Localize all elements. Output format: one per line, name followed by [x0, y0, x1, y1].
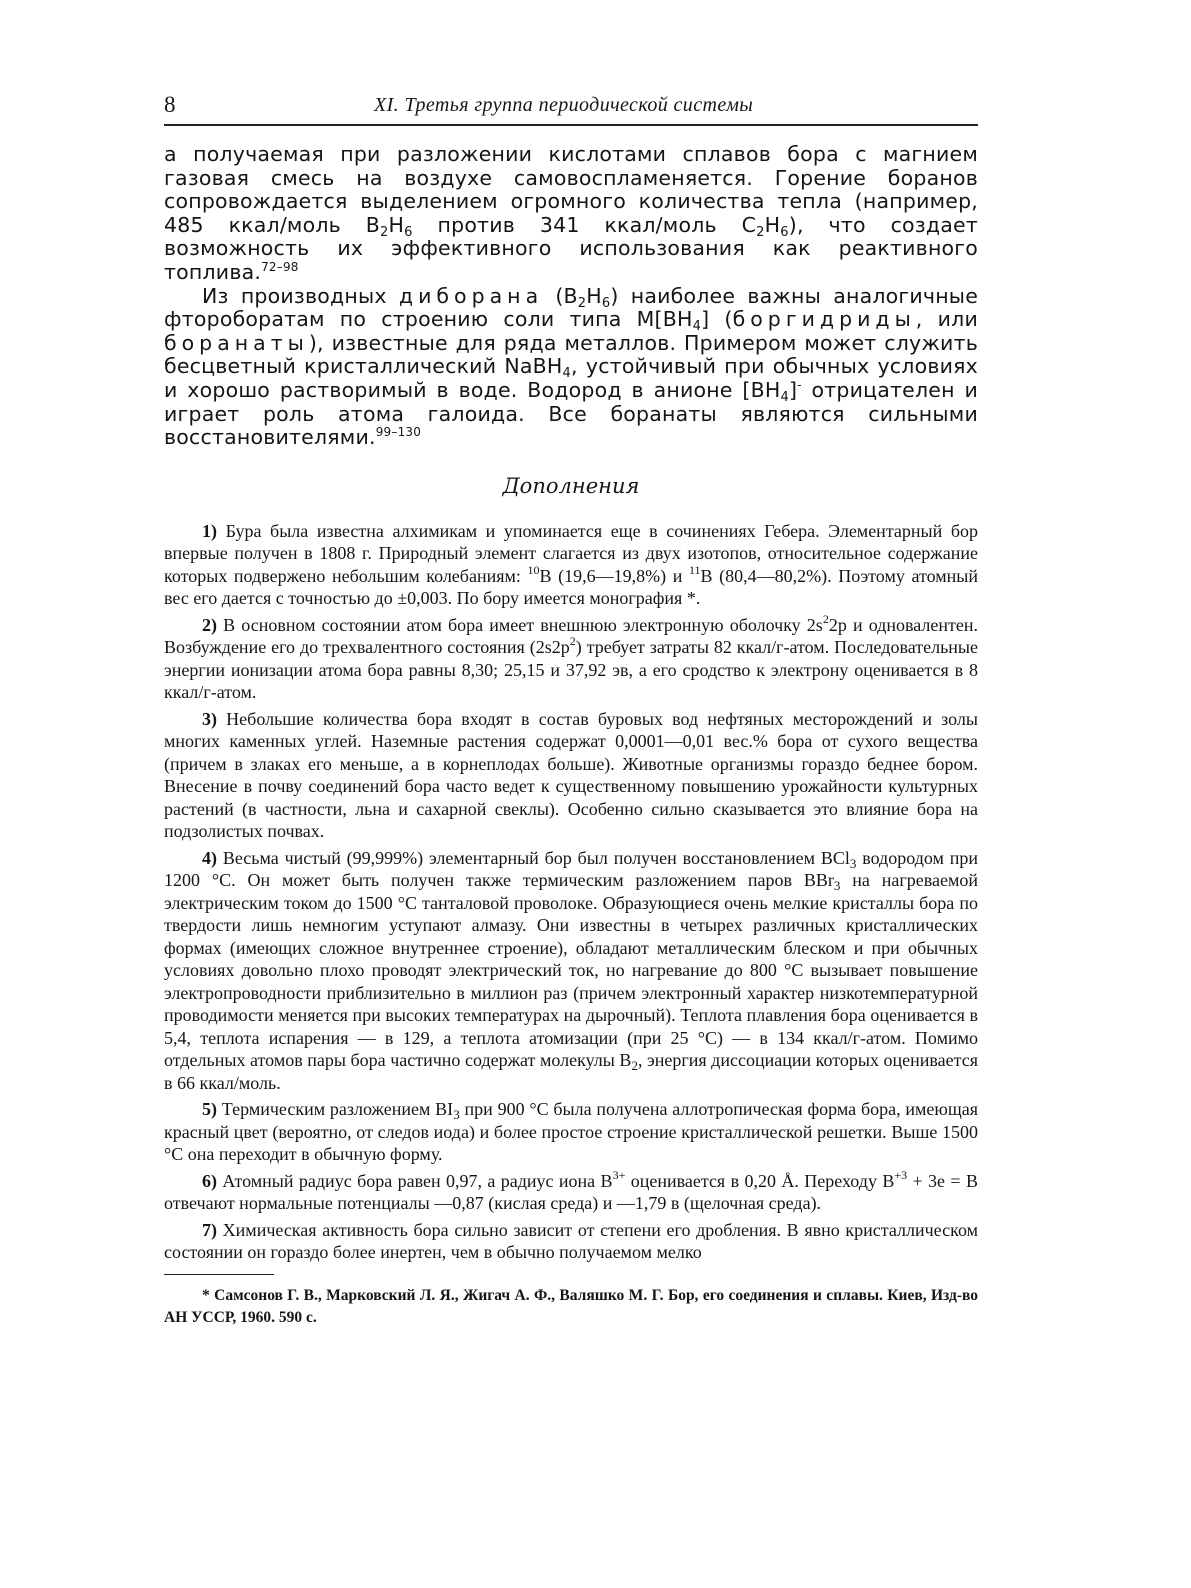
note-3: 3) Небольшие количества бора входят в состав буровых вод нефтяных месторождений и золы многих каменных углей. Наземные растения содержат 0,0001—0,01 вес.% бора от сухого вещества (причем в злаках его меньше, а в корнеплодах больше). Животные организмы гораздо беднее бором. Внесение в почву соединений бора часто ведет к существенному повышению урожайности культурных растений (в частности, льна и сахарной свеклы). Особенно сильно сказывается это влияние бора на подзолистых почвах.	[164, 708, 978, 842]
paragraph-boranates: Из производных диборана $(B_2H_6)$ наиболее важны аналогичные фтороборатам по строению соли типа $M[BH_4]$ (боргидриды, или боранаты), известные для ряда металлов. Примером может служить бесцветный кристаллический NaBH$_4$, устойчивый при обычных условиях и хорошо растворимый в воде. Водород в анионе $[BH_4]^-$ отрицателен и играет роль атома галоида. Все боранаты являются сильными восстановителями.$^{99-130}$	[164, 283, 979, 450]
note-7: 7) Химическая активность бора сильно зависит от степени его дробления. В явно кристаллическом состоянии он гораздо более инертен, чем в обычно получаемом мелко	[164, 1219, 978, 1263]
page	[164, 88, 978, 1329]
page-number: 8	[164, 92, 176, 117]
main-text	[164, 143, 978, 450]
section-title: Дополнения	[502, 473, 640, 498]
paragraph-combustion: а получаемая при разложении кислотами сплавов бора с магнием газовая смесь на воздухе самовоспламеняется. Горение боранов сопровождается выделением огромного количества тепла (например, 485 ккал/моль $B_2H_6$ против 341 ккал/моль $C_2H_6$), что создает возможность их эффективного использования как реактивного топлива.$^{72-98}$	[164, 142, 978, 284]
footnote-divider	[164, 1274, 274, 1275]
reference: 72–98	[261, 259, 299, 274]
chapter-title: XI. Третья группа периодической системы	[374, 94, 754, 116]
note-6: 6) Атомный радиус бора равен 0,97, а радиус иона $B^{3+}$ оценивается в 0,20 Å. Переходу $B^{+3} + 3e = B$ отвечают нормальные потенциалы —0,87 (кислая среда) и —1,79 в (щелочная среда).	[164, 1167, 978, 1214]
note-5: 5) Термическим разложением $BI_3$ при 900 °C была получена аллотропическая форма бора, имеющая красный цвет (вероятно, от следов иода) и более простое строение кристаллической решетки. Выше 1500 °C она переходит в обычную форму.	[164, 1099, 978, 1165]
notes	[164, 520, 978, 1264]
note-2: 2) В основном состоянии атом бора имеет внешнюю электронную оболочку $2s^22p$ и одновалентен. Возбуждение его до трехвалентного состояния $(2s2p^2)$ требует затраты 82 ккал/г-атом. Последовательные энергии ионизации атома бора равны 8,30; 25,15 и 37,92 эв, а его сродство к электрону оценивается в 8 ккал/г-атом.	[164, 611, 979, 703]
footnote: * Самсонов Г. В., Марковский Л. Я., Жигач А. Ф., Валяшко М. Г. Бор, его соединения и сплавы. Киев, Изд-во АН УССР, 1960. 590 с.	[164, 1286, 978, 1326]
note-1: 1) Бура была известна алхимикам и упоминается еще в сочинениях Гебера. Элементарный бор впервые получен в 1808 г. Природный элемент слагается из двух изотопов, относительное содержание которых подвержено небольшим колебаниям: $^{10}$B (19,6—19,8%) и $^{11}$B (80,4—80,2%). Поэтому атомный вес его дается с точностью до ±0,003. По бору имеется монография *.	[164, 520, 979, 609]
note-4: 4) Весьма чистый (99,999%) элементарный бор был получен восстановлением BCl$_3$ водородом при 1200 °C. Он может быть получен также термическим разложением паров BBr$_3$ на нагреваемой электрическим током до 1500 °C танталовой проволоке. Образующиеся очень мелкие кристаллы бора по твердости лишь немногим уступают алмазу. Они известны в четырех различных кристаллических формах (имеющих сложное внутреннее строение), обладают металлическим блеском и при обычных условиях довольно плохо проводят электрический ток, но нагревание до 800 °C вызывает повышение электропроводности приблизительно в миллион раз (причем электронный характер низкотемпературной проводимости меняется при высоких температурах на дырочный). Теплота плавления бора оценивается в 5,4, теплота испарения — в 129, а теплота атомизации (при 25 °C) — в 134 ккал/г-атом. Помимо отдельных атомов пары бора частично содержат молекулы $B_2$, энергия диссоциации которых оценивается в 66 ккал/моль.	[164, 847, 979, 1093]
running-header	[164, 88, 978, 126]
reference: 99–130	[375, 425, 422, 440]
